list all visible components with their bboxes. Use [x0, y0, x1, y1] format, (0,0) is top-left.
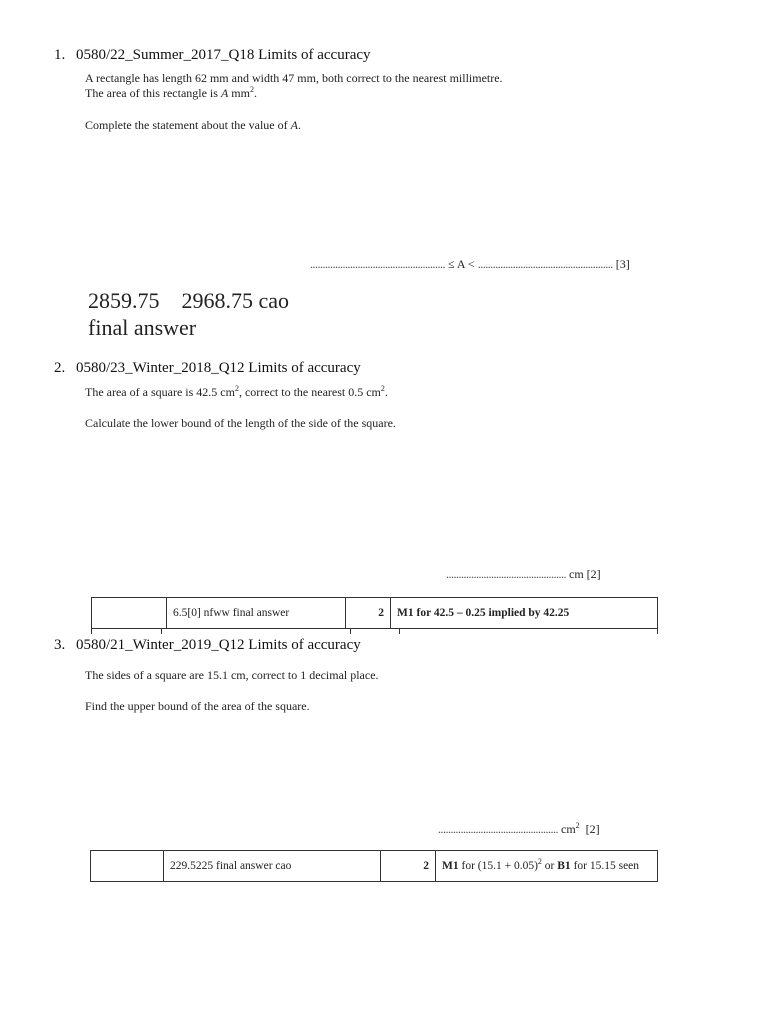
- question-3-mark-scheme: [90, 850, 658, 882]
- mark-scheme-answer-cell: 6.5[0] nfww final answer: [167, 598, 346, 629]
- question-3-instruction: Find the upper bound of the area of the square.: [85, 699, 310, 713]
- mark-scheme-marks-cell: 2: [346, 598, 391, 629]
- question-1-answer-label: final answer: [88, 315, 197, 340]
- question-1-inequality: ≤ A <: [445, 257, 478, 271]
- question-2-unit: cm: [569, 567, 584, 581]
- question-2-title-text: 0580/23_Winter_2018_Q12 Limits of accuracy: [76, 360, 361, 376]
- mark-scheme-guidance-cell: M1 for $(15.1 + 0.05)^2$ or B1 for 15.15 seen: [436, 851, 658, 882]
- question-2-text: The area of a square is 42.5 $cm^2$, correct to the nearest 0.5 $cm^2$.: [85, 384, 388, 399]
- question-1-marks: [3]: [615, 257, 630, 271]
- question-1-title: [54, 47, 371, 64]
- table-divider: [350, 628, 351, 634]
- question-3-marks: [2]: [585, 822, 600, 836]
- question-1-line-1: A rectangle has length 62 mm and width 47 mm, both correct to the nearest millimetre.: [85, 71, 503, 85]
- table-divider: [399, 628, 400, 634]
- mark-scheme-marks-cell: 2: [381, 851, 436, 882]
- table-divider: [657, 628, 658, 634]
- question-1-instruction: Complete the statement about the value of A.: [85, 118, 301, 132]
- question-3-title-text: 0580/21_Winter_2019_Q12 Limits of accuracy: [76, 637, 361, 653]
- table-row: [91, 851, 658, 882]
- question-1-answer-values: 2859.75 2968.75 cao: [88, 288, 290, 313]
- question-2-instruction: Calculate the lower bound of the length of the side of the square.: [85, 416, 396, 430]
- question-1-text: [85, 71, 503, 101]
- table-divider: [91, 628, 92, 634]
- question-3-unit: cm: [561, 822, 576, 836]
- question-2-title: [54, 360, 361, 377]
- table-divider: [161, 628, 162, 634]
- mark-scheme-blank-cell: [91, 851, 164, 882]
- table-row: [92, 598, 658, 629]
- mark-scheme-answer-cell: 229.5225 final answer cao: [164, 851, 381, 882]
- question-2-number: 2.: [54, 360, 66, 376]
- question-3-title: [54, 637, 361, 654]
- mark-scheme-blank-cell: [92, 598, 167, 629]
- question-2-mark-scheme: [91, 597, 658, 629]
- question-1-title-text: 0580/22_Summer_2017_Q18 Limits of accuracy: [76, 47, 371, 63]
- question-2-marks: [2]: [586, 567, 601, 581]
- question-1-line-2: The area of this rectangle is A $mm^2$.: [85, 85, 257, 100]
- question-3-text: The sides of a square are 15.1 cm, correct to 1 decimal place.: [85, 668, 379, 682]
- question-1-answer-line: ...................................................... ≤ A < ...................................................... [3]: [310, 257, 630, 271]
- question-3-number: 3.: [54, 637, 66, 653]
- question-2-answer-line: ................................................ cm [2]: [446, 567, 601, 581]
- question-1-number: 1.: [54, 47, 66, 63]
- mark-scheme-guidance-cell: M1 for 42.5 – 0.25 implied by 42.25: [391, 598, 658, 629]
- question-1-final-answer: [88, 287, 289, 341]
- question-3-answer-line: ................................................ $cm^2$ [2]: [438, 821, 600, 836]
